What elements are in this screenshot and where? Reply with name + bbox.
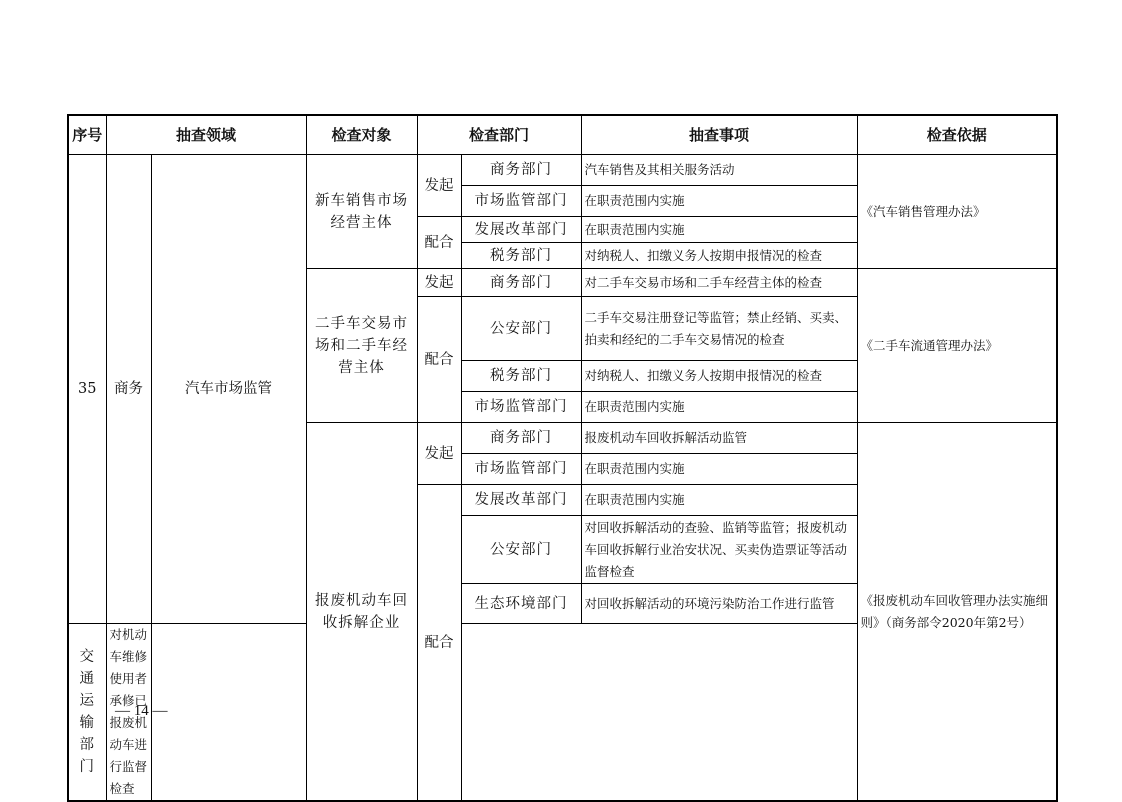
matter-cell: 对二手车交易市场和二手车经营主体的检查 [581,269,857,297]
page-number: — 14 — [115,703,168,719]
dept-cell: 商务部门 [461,423,581,454]
dept-cell: 税务部门 [461,243,581,269]
inspection-table [67,114,1058,802]
inspection-object: 新车销售市场经营主体 [306,155,417,269]
dept-cell: 公安部门 [461,516,581,584]
role-label: 发起 [417,423,461,485]
dept-cell: 商务部门 [461,269,581,297]
inspection-object: 报废机动车回收拆解企业 [306,423,417,802]
dept-cell: 商务部门 [461,155,581,186]
role-label: 发起 [417,155,461,217]
dept-cell: 生态环境部门 [461,584,581,624]
basis-cell: 《二手车流通管理办法》 [857,269,1057,423]
field-sub: 汽车市场监管 [151,155,306,624]
header-no: 序号 [68,115,106,155]
row-number: 35 [68,155,106,624]
dept-cell: 公安部门 [461,297,581,361]
matter-cell: 报废机动车回收拆解活动监管 [581,423,857,454]
matter-cell: 汽车销售及其相关服务活动 [581,155,857,186]
matter-cell: 对回收拆解活动的查验、监销等监管；报废机动车回收拆解行业治安状况、买卖伪造票证等活动监督检查 [581,516,857,584]
basis-cell: 《汽车销售管理办法》 [857,155,1057,269]
matter-cell: 对纳税人、扣缴义务人按期申报情况的检查 [581,361,857,392]
matter-cell: 在职责范围内实施 [581,186,857,217]
matter-cell: 对回收拆解活动的环境污染防治工作进行监管 [581,584,857,624]
role-label: 配合 [417,297,461,423]
dept-cell: 市场监管部门 [461,186,581,217]
header-field: 抽查领域 [106,115,306,155]
matter-cell: 在职责范围内实施 [581,392,857,423]
header-matter: 抽查事项 [581,115,857,155]
dept-cell: 交通运输部门 [68,624,106,802]
role-label: 配合 [417,217,461,269]
dept-cell: 税务部门 [461,361,581,392]
header-object: 检查对象 [306,115,417,155]
field-main: 商务 [106,155,151,624]
inspection-object: 二手车交易市场和二手车经营主体 [306,269,417,423]
header-row [68,115,1057,155]
role-label: 发起 [417,269,461,297]
matter-cell: 在职责范围内实施 [581,217,857,243]
matter-cell: 二手车交易注册登记等监管；禁止经销、买卖、拍卖和经纪的二手车交易情况的检查 [581,297,857,361]
table-row [68,155,1057,186]
dept-cell: 市场监管部门 [461,454,581,485]
dept-cell: 发展改革部门 [461,217,581,243]
matter-cell: 在职责范围内实施 [581,485,857,516]
dept-cell: 市场监管部门 [461,392,581,423]
dept-cell: 发展改革部门 [461,485,581,516]
matter-cell: 在职责范围内实施 [581,454,857,485]
header-dept: 检查部门 [417,115,581,155]
header-basis: 检查依据 [857,115,1057,155]
matter-cell: 对机动车维修使用者承修已报废机动车进行监督检查 [106,624,151,802]
basis-cell: 《报废机动车回收管理办法实施细则》（商务部令2020年第2号） [857,423,1057,802]
matter-cell: 对纳税人、扣缴义务人按期申报情况的检查 [581,243,857,269]
role-label: 配合 [417,485,461,802]
